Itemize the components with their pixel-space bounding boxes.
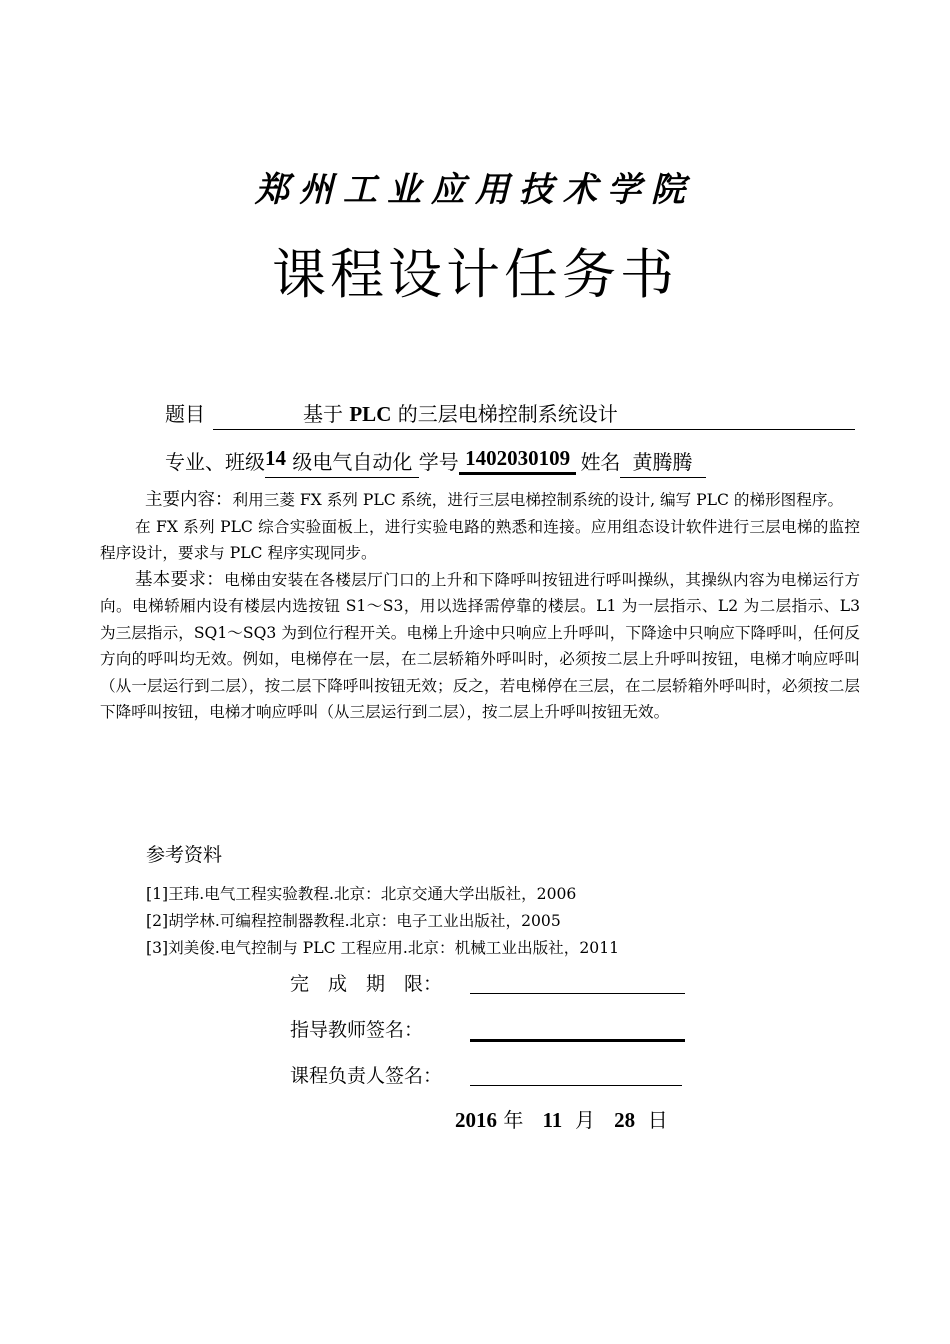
main-content	[100, 487, 860, 726]
name-value: 黄腾腾	[632, 450, 693, 474]
student-id-label: 学号	[418, 450, 459, 474]
topic-suffix: 的三层电梯控制系统设计	[397, 402, 618, 426]
topic-bold: PLC	[349, 402, 392, 426]
info-row	[165, 446, 865, 480]
class-value	[265, 446, 419, 478]
requirements-heading: 基本要求：	[135, 569, 225, 590]
reference-item: [2]胡学林.可编程控制器教程.北京：电子工业出版社，2005	[146, 912, 561, 930]
topic-prefix: 基于	[303, 402, 343, 426]
topic-value	[303, 398, 618, 427]
requirements-text: 电梯由安装在各楼层厅门口的上升和下降呼叫按钮进行呼叫操纵，其操纵内容为电梯运行方向。电梯轿厢内设有楼层内选按钮 S1～S3，用以选择需停靠的楼层。L1 为一层指示、L2 为二层指示、L3 为三层指示，SQ1～SQ3 为到位行程开关。电梯上升途中只响应上升呼叫，下降途中只响应下降呼叫，任何反方向的呼叫均无效。例如，电梯停在一层，在二层轿箱外呼叫时，必须按二层上升呼叫按钮，电梯才响应呼叫（从一层运行到二层），按二层下降呼叫按钮无效；反之，若电梯停在三层，在二层轿箱外呼叫时，必须按二层下降呼叫按钮，电梯才响应呼叫（从三层运行到二层），按二层上升呼叫按钮无效。	[100, 570, 860, 721]
class-text: 级电气自动化	[292, 450, 413, 474]
date-row	[455, 1104, 668, 1133]
teacher-signature-line[interactable]	[470, 1039, 685, 1042]
leader-signature-line[interactable]	[470, 1085, 682, 1086]
main-paragraph-1	[100, 487, 860, 514]
reference-item: [3]刘美俊.电气控制与 PLC 工程应用.北京：机械工业出版社，2011	[146, 939, 620, 957]
main-paragraph-2: 在 FX 系列 PLC 综合实验面板上，进行实验电路的熟悉和连接。应用组态设计软件进行三层电梯的监控程序设计，要求与 PLC 程序实现同步。	[100, 517, 860, 562]
deadline-line[interactable]	[470, 993, 685, 994]
major-label: 专业、班级	[165, 450, 265, 474]
date-year: 2016	[455, 1108, 497, 1132]
topic-label: 题目	[165, 402, 205, 426]
school-name: 郑州工业应用技术学院	[255, 170, 695, 210]
student-id-field	[459, 446, 577, 475]
name-label: 姓名	[580, 450, 621, 474]
leader-signature-label: 课程负责人签名：	[290, 1065, 443, 1087]
requirements-paragraph	[100, 567, 860, 726]
reference-item: [1]王玮.电气工程实验教程.北京：北京交通大学出版社，2006	[146, 885, 577, 903]
topic-row	[165, 398, 865, 432]
references-title: 参考资料	[146, 844, 223, 866]
date-month-unit: 月	[575, 1108, 595, 1132]
document-title: 课程设计任务书	[272, 243, 678, 306]
date-month: 11	[542, 1108, 563, 1132]
student-id-value: 1402030109	[465, 446, 571, 470]
teacher-signature-label: 指导教师签名：	[290, 1019, 424, 1041]
main-heading: 主要内容：	[145, 490, 233, 510]
main-text: 利用三菱 FX 系列 PLC 系统，进行三层电梯控制系统的设计, 编写 PLC 的梯形图程序。	[232, 491, 844, 509]
date-year-unit: 年	[503, 1108, 524, 1132]
class-number: 14	[265, 446, 286, 470]
date-day-unit: 日	[647, 1108, 668, 1132]
deadline-label: 完 成 期 限：	[290, 973, 443, 995]
name-field	[620, 446, 706, 478]
date-day: 28	[614, 1108, 636, 1132]
